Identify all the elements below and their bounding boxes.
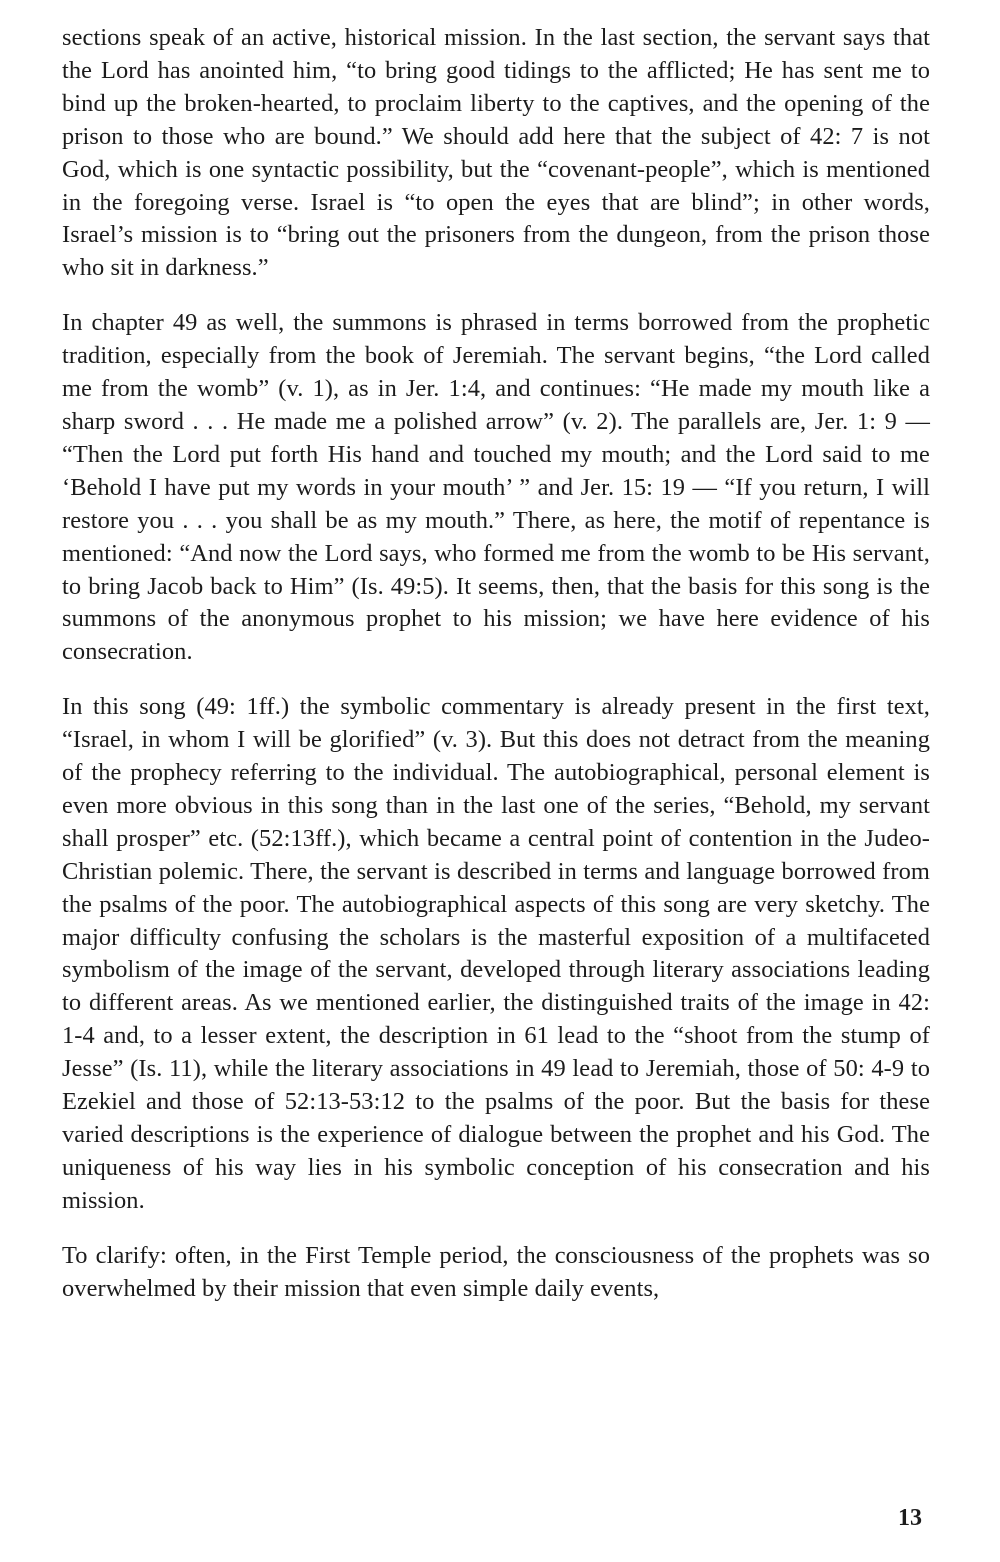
- paragraph-4: To clarify: often, in the First Temple period, the consciousness of the prophets was so overwhelmed by their mission that even simple daily events,: [62, 1241, 930, 1302]
- paragraph-2: In chapter 49 as well, the summons is phrased in terms borrowed from the prophetic tradition, especially from the book of Jeremiah. The servant begins, “the Lord called me from the womb” (v. 1), as in Jer. 1:4, and continues: “He made my mouth like a sharp sword . . . He made me a polished arrow” (v. 2). The parallels are, Jer. 1: 9 — “Then the Lord put forth His hand and touched my mouth; and the Lord said to me ‘Behold I have put my words in your mouth’ ” and Jer. 15: 19 — “If you return, I will restore you . . . you shall be as my mouth.” There, as here, the motif of repentance is mentioned: “And now the Lord says, who formed me from the womb to be His servant, to bring Jacob back to Him” (Is. 49:5). It seems, then, that the basis for this song is the summons of the anonymous prophet to his mission; we have here evidence of his consecration.: [62, 309, 930, 666]
- page-number: 13: [898, 1505, 922, 1531]
- paragraph-1: sections speak of an active, historical mission. In the last section, the servant says that the Lord has anointed him, “to bring good tidings to the afflicted; He has sent me to bind up the broken-hearted, to proclaim liberty to the captives, and the opening of the prison to those who are bound.” We should add here that the subject of 42: 7 is not God, which is one syntactic possibility, but the “covenant-people”, which is mentioned in the foregoing verse. Israel is “to open the eyes that are blind”; in other words, Israel’s mission is to “bring out the prisoners from the dungeon, from the prison those who sit in darkness.”: [62, 24, 930, 282]
- paragraph-3: In this song (49: 1ff.) the symbolic commentary is already present in the first text, “Israel, in whom I will be glorified” (v. 3). But this does not detract from the meaning of the prophecy referring to the individual. The autobiographical, personal element is even more obvious in this song than in the last one of the series, “Behold, my servant shall prosper” etc. (52:13ff.), which became a central point of contention in the Judeo-Christian polemic. There, the servant is described in terms and language borrowed from the psalms of the poor. The autobiographical aspects of this song are very sketchy. The major difficulty confusing the scholars is the masterful exposition of a multifaceted symbolism of the image of the servant, developed through literary associations leading to different areas. As we mentioned earlier, the distinguished traits of the image in 42: 1-4 and, to a lesser extent, the description in 61 lead to the “shoot from the stump of Jesse” (Is. 11), while the literary associations in 49 lead to Jeremiah, those of 50: 4-9 to Ezekiel and those of 52:13-53:12 to the psalms of the poor. But the basis for these varied descriptions is the experience of dialogue between the prophet and his God. The uniqueness of his way lies in his symbolic conception of his consecration and his mission.: [62, 693, 930, 1214]
- page-body: [62, 22, 930, 1306]
